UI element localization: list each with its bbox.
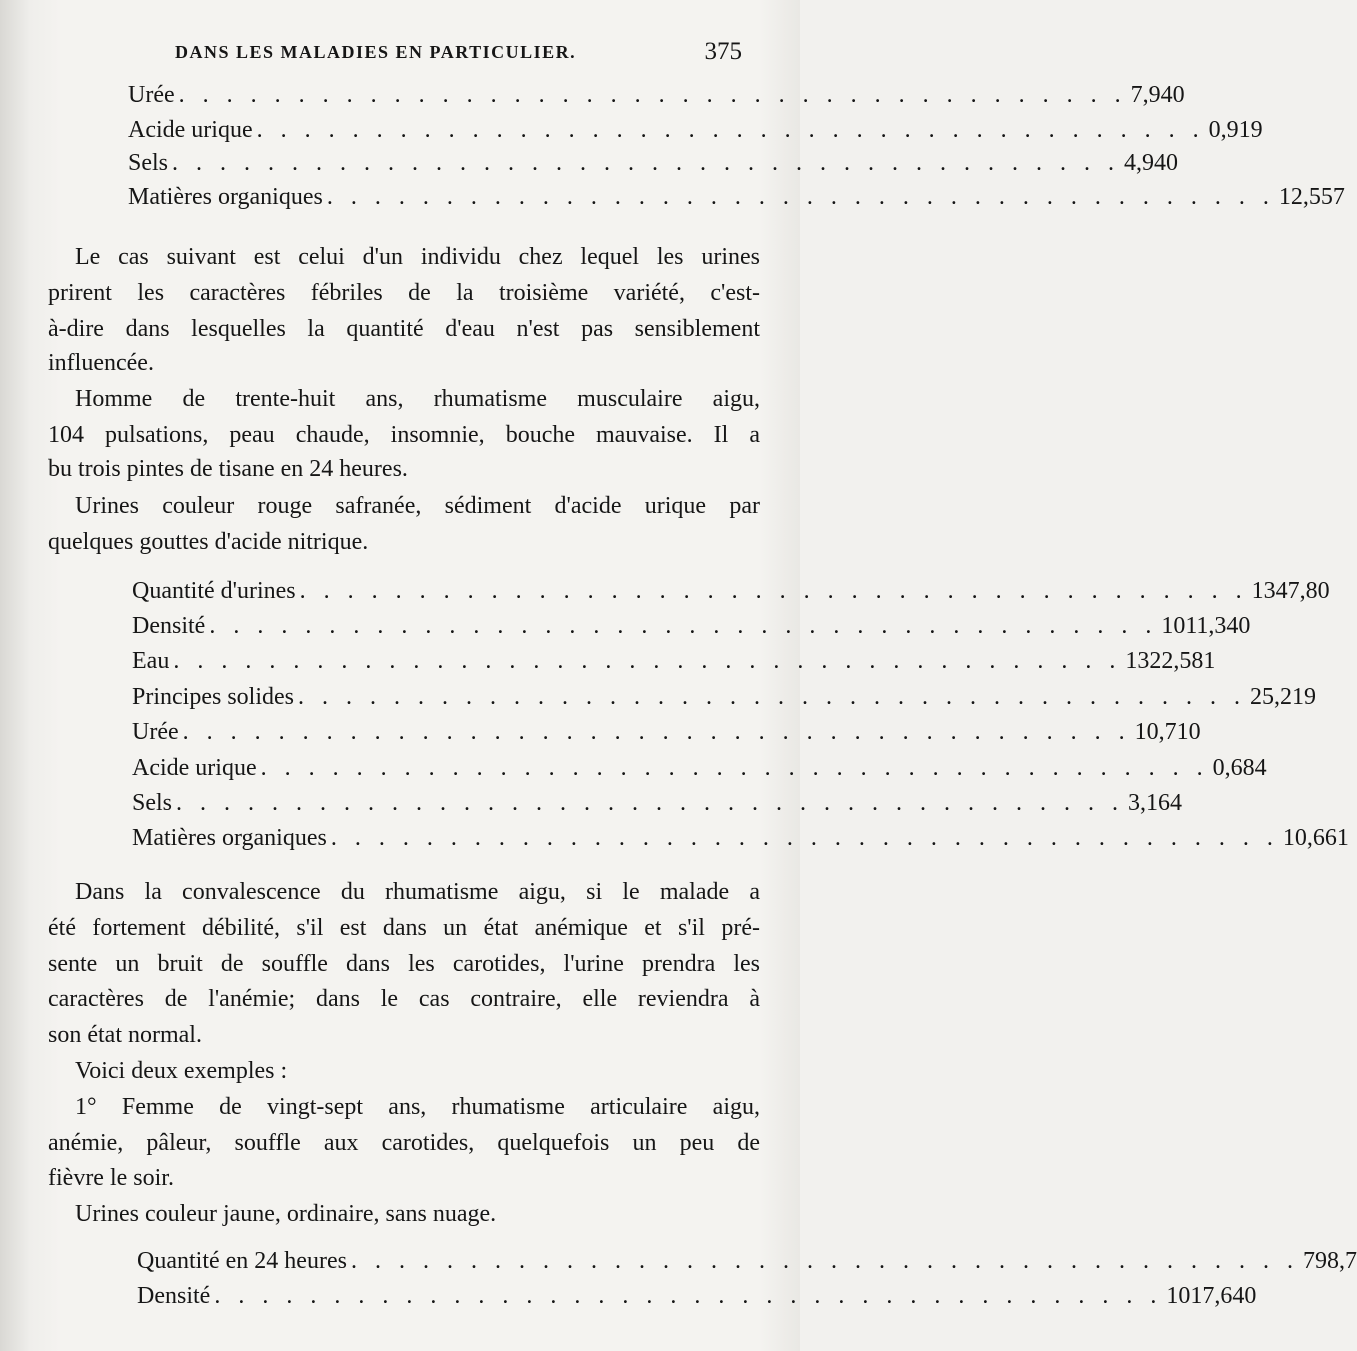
row-value: 10,710 [1134, 719, 1201, 745]
table-row [132, 646, 1216, 676]
text-line: Homme de trente-huit ans, rhumatisme musculaire aigu, [75, 386, 760, 412]
row-label: Eau [132, 648, 170, 674]
row-value: 0,684 [1212, 755, 1267, 781]
text-line: Le cas suivant est celui d'un individu chez lequel les urines [75, 244, 760, 270]
table-row [137, 1246, 1357, 1276]
table-row [132, 753, 1267, 783]
dot-leader: . . . . . . . . . . . . . . . . . . . . . . . . . . . . . . . . . . . . . . . . [178, 82, 1127, 108]
row-value: 3,164 [1128, 790, 1183, 816]
row-value: 1017,640 [1166, 1283, 1257, 1309]
text-line: prirent les caractères fébriles de la troisième variété, c'est- [48, 280, 760, 306]
text-line: Dans la convalescence du rhumatisme aigu, si le malade a [75, 879, 760, 905]
dot-leader: . . . . . . . . . . . . . . . . . . . . . . . . . . . . . . . . . . . . . . . . [182, 719, 1131, 745]
text-line: bu trois pintes de tisane en 24 heures. [48, 456, 408, 482]
row-label: Quantité en 24 heures [137, 1248, 347, 1274]
text-line: sente un bruit de souffle dans les carotides, l'urine prendra les [48, 951, 760, 977]
text-line: à-dire dans lesquelles la quantité d'eau n'est pas sensiblement [48, 316, 760, 342]
dot-leader: . . . . . . . . . . . . . . . . . . . . . . . . . . . . . . . . . . . . . . . . [176, 790, 1125, 816]
running-head: DANS LES MALADIES EN PARTICULIER. [175, 42, 577, 62]
dot-leader: . . . . . . . . . . . . . . . . . . . . . . . . . . . . . . . . . . . . . . . . [260, 755, 1209, 781]
row-label: Principes solides [132, 684, 294, 710]
table-row [132, 611, 1251, 641]
row-value: 1347,80 [1251, 578, 1330, 604]
dot-leader: . . . . . . . . . . . . . . . . . . . . . . . . . . . . . . . . . . . . . . . . [298, 684, 1246, 710]
page-header [175, 38, 740, 72]
row-value: 4,940 [1124, 150, 1179, 176]
table-row [128, 148, 1179, 178]
text-line: caractères de l'anémie; dans le cas contraire, elle reviendra à [48, 986, 760, 1012]
text-line: été fortement débilité, s'il est dans un état anémique et s'il pré- [48, 915, 760, 941]
table-row [132, 682, 1316, 712]
row-value: 0,919 [1208, 117, 1263, 143]
table-row [132, 823, 1349, 853]
page-number: 375 [704, 38, 742, 65]
table-row [128, 80, 1185, 110]
dot-leader: . . . . . . . . . . . . . . . . . . . . . . . . . . . . . . . . . . . . . . . . [209, 613, 1158, 639]
row-label: Densité [137, 1283, 211, 1309]
dot-leader: . . . . . . . . . . . . . . . . . . . . . . . . . . . . . . . . . . . . . . . . [172, 150, 1121, 176]
row-label: Densité [132, 613, 206, 639]
row-value: 1322,581 [1125, 648, 1216, 674]
dot-leader: . . . . . . . . . . . . . . . . . . . . . . . . . . . . . . . . . . . . . . . . [173, 648, 1122, 674]
row-value: 12,557 [1278, 184, 1345, 210]
text-line: Urines couleur jaune, ordinaire, sans nuage. [75, 1201, 497, 1227]
row-label: Acide urique [132, 755, 257, 781]
dot-leader: . . . . . . . . . . . . . . . . . . . . . . . . . . . . . . . . . . . . . . . . [350, 1248, 1299, 1274]
text-line: Voici deux exemples : [75, 1058, 288, 1084]
table-row [137, 1281, 1257, 1311]
row-value: 10,661 [1282, 825, 1349, 851]
text-line: Urines couleur rouge safranée, sédiment d'acide urique par [75, 493, 760, 519]
dot-leader: . . . . . . . . . . . . . . . . . . . . . . . . . . . . . . . . . . . . . . . . [326, 184, 1275, 210]
text-line: quelques gouttes d'acide nitrique. [48, 529, 369, 555]
row-label: Urée [128, 82, 175, 108]
row-value: 7,940 [1130, 82, 1185, 108]
text-line: 1° Femme de vingt-sept ans, rhumatisme articulaire aigu, [75, 1094, 760, 1120]
row-value: 25,219 [1250, 684, 1316, 710]
text-line: fièvre le soir. [48, 1165, 174, 1191]
text-line: anémie, pâleur, souffle aux carotides, quelquefois un peu de [48, 1130, 760, 1156]
text-line: 104 pulsations, peau chaude, insomnie, bouche mauvaise. Il a [48, 422, 760, 448]
row-label: Matières organiques [132, 825, 327, 851]
table-row [132, 788, 1183, 818]
row-label: Urée [132, 719, 179, 745]
row-label: Quantité d'urines [132, 578, 296, 604]
row-value: 1011,340 [1161, 613, 1251, 639]
dot-leader: . . . . . . . . . . . . . . . . . . . . . . . . . . . . . . . . . . . . . . . . [214, 1283, 1163, 1309]
row-value: 798,7 [1302, 1248, 1357, 1274]
row-label: Sels [128, 150, 169, 176]
dot-leader: . . . . . . . . . . . . . . . . . . . . . . . . . . . . . . . . . . . . . . . . [330, 825, 1279, 851]
table-row [128, 115, 1263, 145]
row-label: Sels [132, 790, 173, 816]
table-row [132, 576, 1330, 606]
row-label: Acide urique [128, 117, 253, 143]
text-line: son état normal. [48, 1022, 202, 1048]
dot-leader: . . . . . . . . . . . . . . . . . . . . . . . . . . . . . . . . . . . . . . . . [256, 117, 1205, 143]
row-label: Matières organiques [128, 184, 323, 210]
table-row [128, 182, 1345, 212]
text-line: influencée. [48, 350, 154, 376]
table-row [132, 717, 1201, 747]
dot-leader: . . . . . . . . . . . . . . . . . . . . . . . . . . . . . . . . . . . . . . . . [299, 578, 1248, 604]
